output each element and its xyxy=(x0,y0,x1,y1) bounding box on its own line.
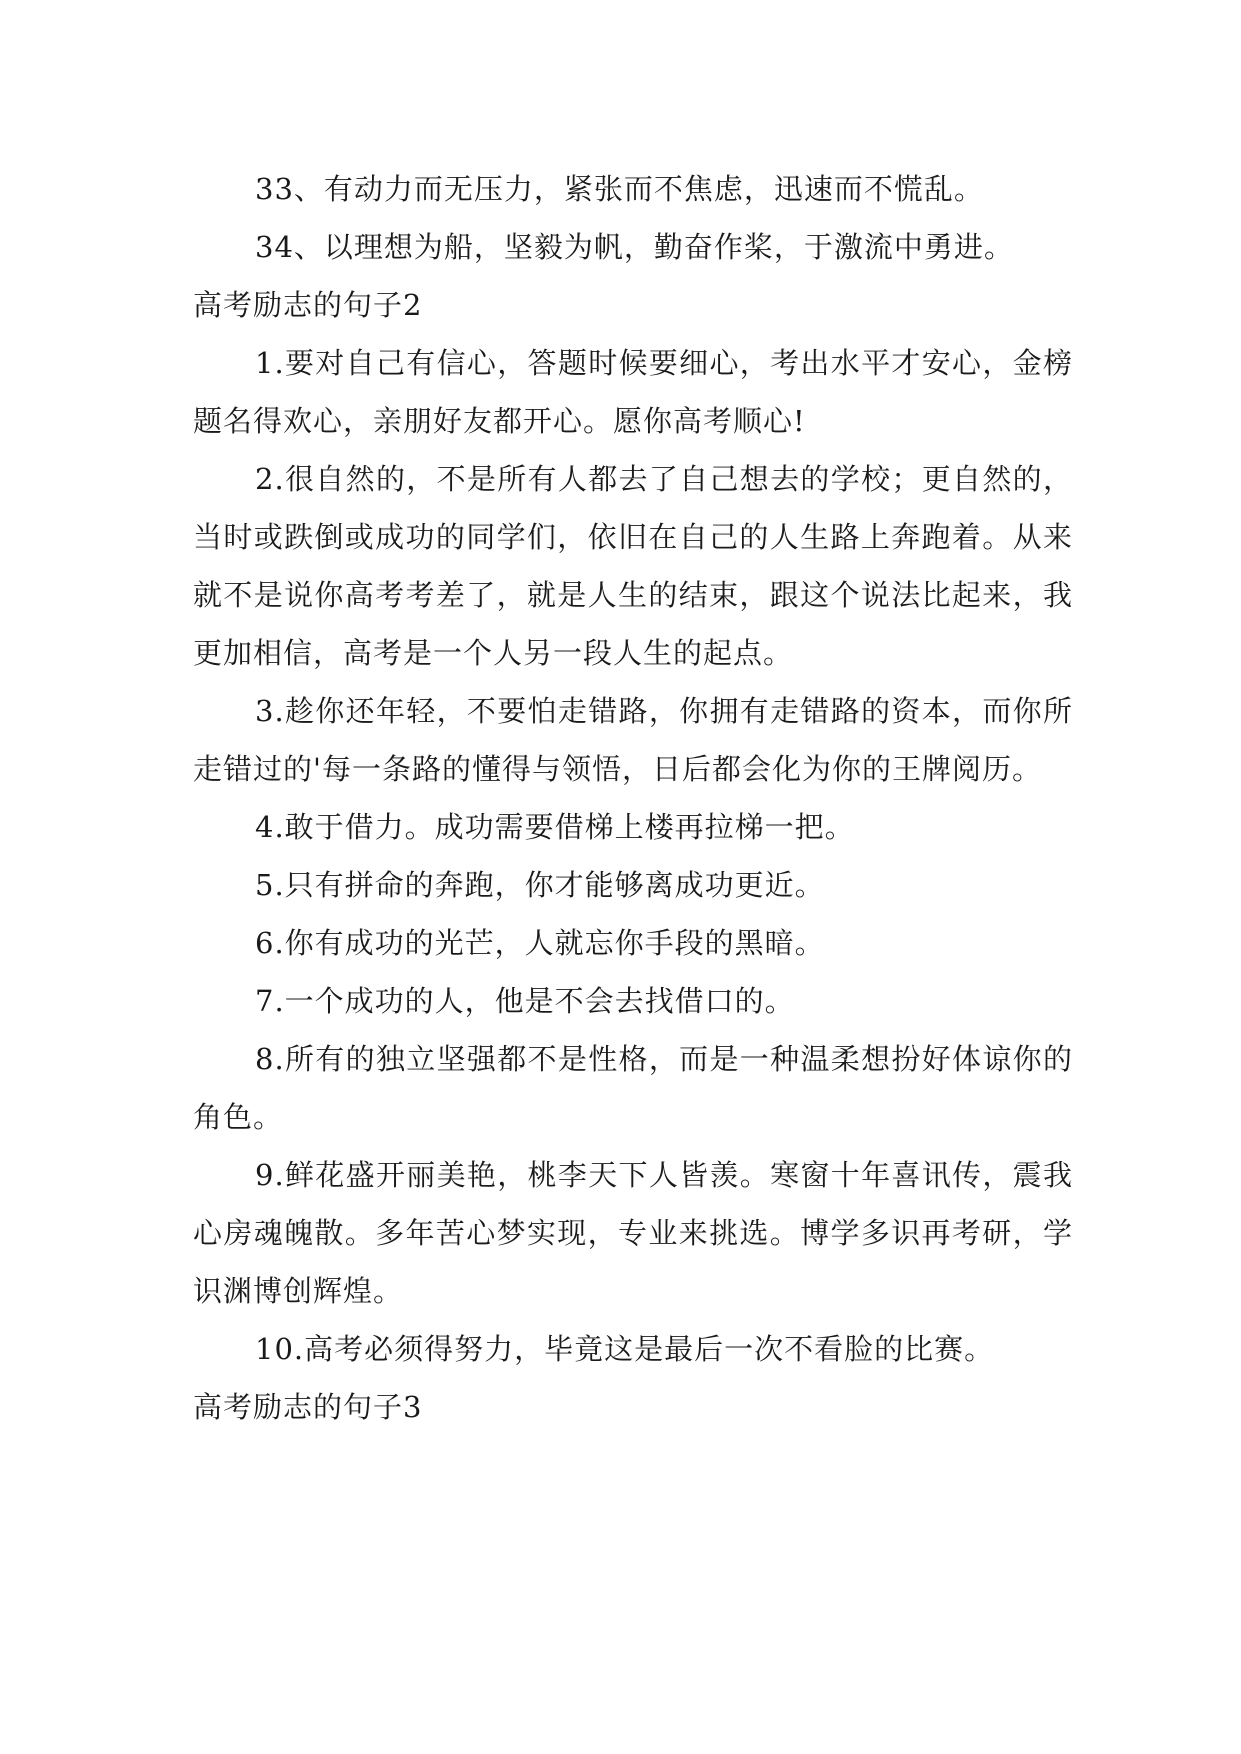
paragraph-2: 2.很自然的，不是所有人都去了自己想去的学校；更自然的，当时或跌倒或成功的同学们，依旧在自己的人生路上奔跑着。从来就不是说你高考考差了，就是人生的结束，跟这个说法比起来，我更加相信，高考是一个人另一段人生的起点。 xyxy=(193,462,1073,670)
paragraph-8: 8.所有的独立坚强都不是性格，而是一种温柔想扮好体谅你的角色。 xyxy=(193,1042,1073,1134)
paragraph-6: 6.你有成功的光芒，人就忘你手段的黑暗。 xyxy=(255,926,825,960)
paragraph-9: 9.鲜花盛开丽美艳，桃李天下人皆羡。寒窗十年喜讯传，震我心房魂魄散。多年苦心梦实现，专业来挑选。博学多识再考研，学识渊博创辉煌。 xyxy=(193,1158,1073,1308)
paragraph-4: 4.敢于借力。成功需要借梯上楼再拉梯一把。 xyxy=(255,810,855,844)
paragraph-10: 10.高考必须得努力，毕竟这是最后一次不看脸的比赛。 xyxy=(255,1332,995,1366)
paragraph-5: 5.只有拼命的奔跑，你才能够离成功更近。 xyxy=(255,868,825,902)
section-heading-2: 高考励志的句子2 xyxy=(193,288,423,322)
document-body xyxy=(193,160,1073,1436)
section-heading-3: 高考励志的句子3 xyxy=(193,1390,423,1424)
paragraph-7: 7.一个成功的人，他是不会去找借口的。 xyxy=(255,984,795,1018)
paragraph-3: 3.趁你还年轻，不要怕走错路，你拥有走错路的资本，而你所走错过的'每一条路的懂得与领悟，日后都会化为你的王牌阅历。 xyxy=(193,694,1073,786)
paragraph-1: 1.要对自己有信心，答题时候要细心，考出水平才安心，金榜题名得欢心，亲朋好友都开心。愿你高考顺心! xyxy=(193,346,1073,438)
paragraph-33: 33、有动力而无压力，紧张而不焦虑，迅速而不慌乱。 xyxy=(255,172,984,206)
paragraph-34: 34、以理想为船，坚毅为帆，勤奋作桨，于激流中勇进。 xyxy=(255,230,1014,264)
